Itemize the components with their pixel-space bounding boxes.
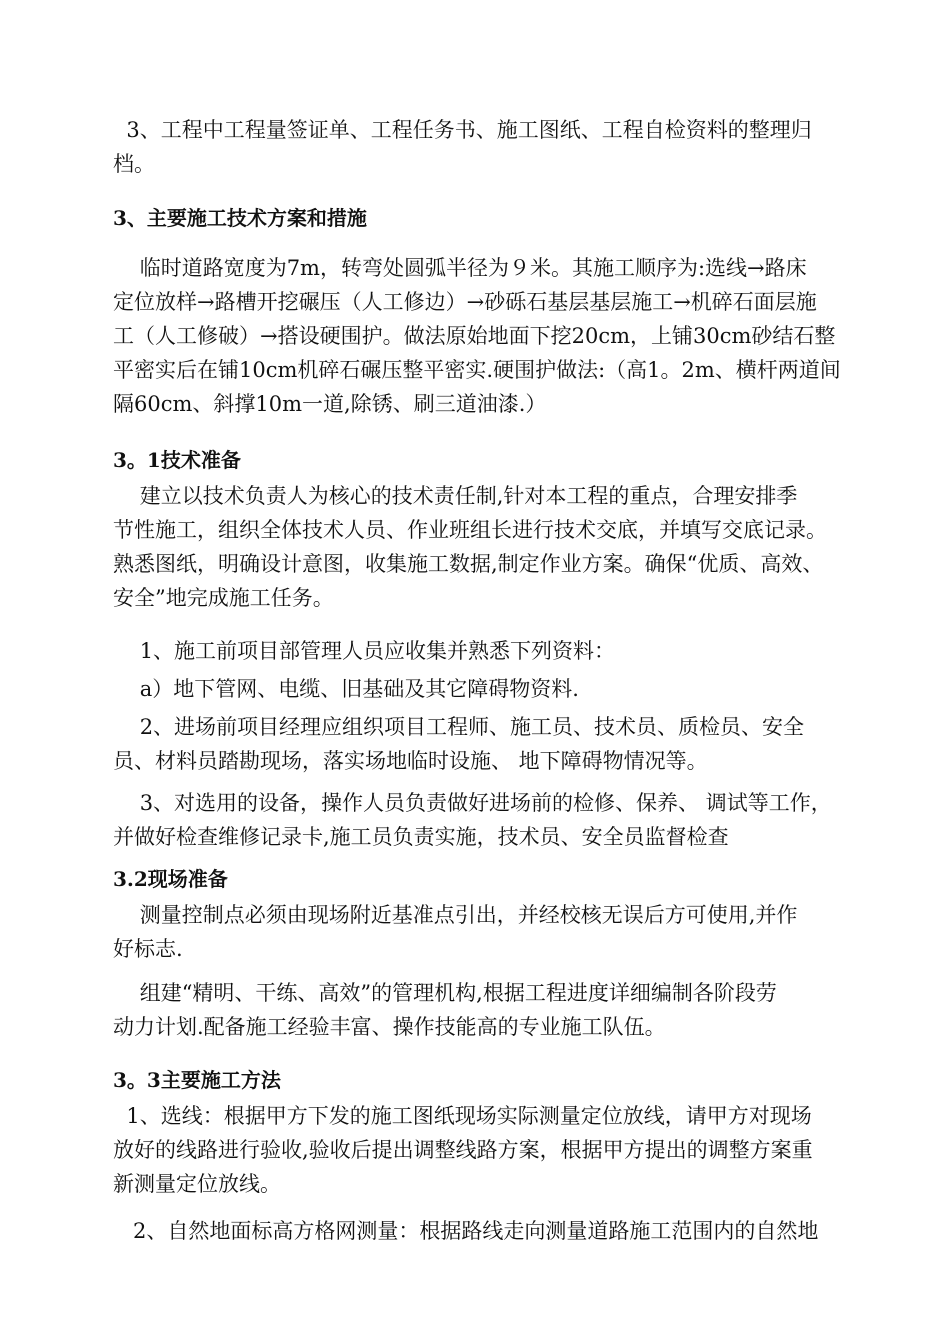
text-line: a）地下管网、电缆、旧基础及其它障碍物资料.	[113, 677, 579, 701]
paragraph-temporary-road	[113, 251, 893, 421]
text-line: 平密实后在铺10cm机碎石碾压整平密实.硬围护做法:（高1。2m、横杆两道间	[113, 358, 841, 382]
text-line: 工（人工修破）→搭设硬围护。做法原始地面下挖20cm，上铺30cm砂结石整	[113, 324, 836, 348]
text-line: 建立以技术负责人为核心的技术责任制,针对本工程的重点，合理安排季	[113, 484, 798, 508]
text-line: 熟悉图纸，明确设计意图，收集施工数据,制定作业方案。确保“优质、高效、	[113, 552, 824, 576]
list-item-3	[113, 786, 893, 854]
section-heading-main: 3、主要施工技术方案和措施	[113, 206, 367, 230]
text-line: 安全”地完成施工任务。	[113, 586, 334, 610]
paragraph-grid-survey	[113, 1214, 893, 1248]
text-line: 1、选线：根据甲方下发的施工图纸现场实际测量定位放线，请甲方对现场	[113, 1104, 812, 1128]
text-line: 员、材料员踏勘现场，落实场地临时设施、 地下障碍物情况等。	[113, 749, 708, 773]
paragraph-archive	[113, 113, 893, 181]
text-line: 定位放样→路槽开挖碾压（人工修边）→砂砾石基层基层施工→机碎石面层施	[113, 290, 817, 314]
text-line: 临时道路宽度为7m，转弯处圆弧半径为９米。其施工顺序为:选线→路床	[113, 256, 807, 280]
text-line: 2、进场前项目经理应组织项目工程师、施工员、技术员、质检员、安全	[113, 715, 805, 739]
text-line: 节性施工，组织全体技术人员、作业班组长进行技术交底，并填写交底记录。	[113, 518, 827, 542]
paragraph-survey	[113, 898, 893, 966]
section-heading-tech-prep: 3。1技术准备	[113, 448, 241, 472]
paragraph-route-selection	[113, 1099, 893, 1201]
section-heading-methods: 3。3主要施工方法	[113, 1068, 281, 1092]
text-line: 组建“精明、干练、高效”的管理机构,根据工程进度详细编制各阶段劳	[113, 981, 777, 1005]
text-line: 隔60cm、斜撑10m一道,除锈、刷三道油漆.）	[113, 392, 547, 416]
text-line: 1、施工前项目部管理人员应收集并熟悉下列资料：	[113, 639, 616, 663]
text-line: 测量控制点必须由现场附近基准点引出，并经校核无误后方可使用,并作	[113, 903, 798, 927]
text-line: 好标志.	[113, 937, 183, 961]
text-line: 并做好检查维修记录卡,施工员负责实施，技术员、安全员监督检查	[113, 825, 729, 849]
text-line: 放好的线路进行验收,验收后提出调整线路方案，根据甲方提出的调整方案重	[113, 1138, 813, 1162]
list-item-1	[113, 634, 893, 668]
list-item-2	[113, 710, 893, 778]
text-line: 3、工程中工程量签证单、工程任务书、施工图纸、工程自检资料的整理归	[113, 118, 812, 142]
section-heading-site-prep: 3.2现场准备	[113, 867, 228, 891]
text-line: 2、自然地面标高方格网测量：根据路线走向测量道路施工范围内的自然地	[113, 1219, 819, 1243]
paragraph-organization	[113, 976, 893, 1044]
text-line: 3、对选用的设备，操作人员负责做好进场前的检修、保养、 调试等工作，	[113, 791, 832, 815]
paragraph-tech-prep	[113, 479, 893, 615]
text-line: 档。	[113, 152, 155, 176]
list-item-a	[113, 672, 893, 706]
text-line: 动力计划.配备施工经验丰富、操作技能高的专业施工队伍。	[113, 1015, 666, 1039]
text-line: 新测量定位放线。	[113, 1172, 281, 1196]
